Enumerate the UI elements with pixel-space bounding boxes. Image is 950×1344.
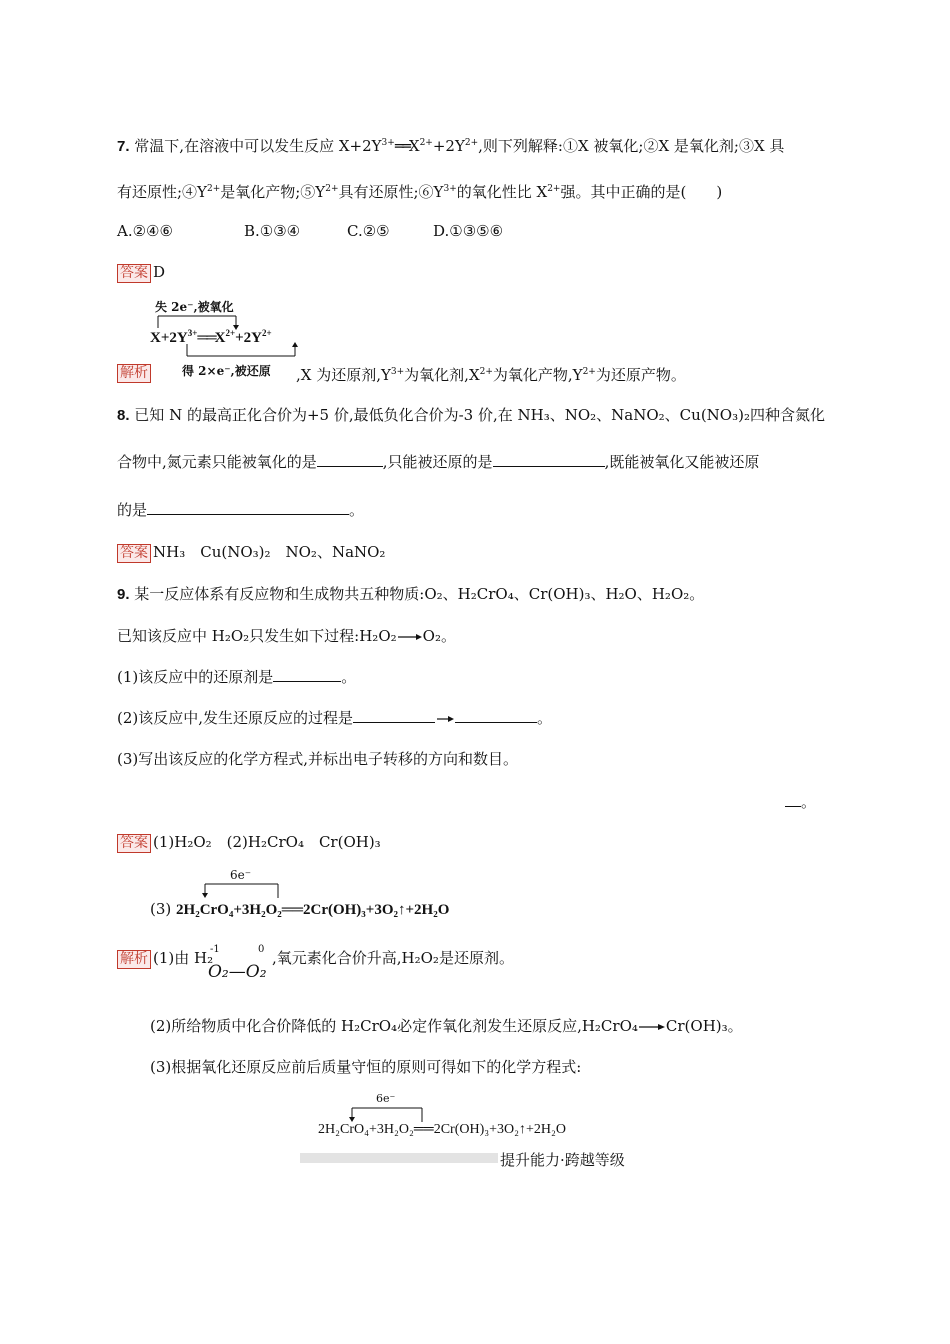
q9-analysis1-text xyxy=(272,948,514,968)
q9-blank-4[interactable] xyxy=(785,792,801,807)
q7-stem-line1 xyxy=(117,133,784,157)
diagram-eq-text: +2Y xyxy=(235,330,262,346)
q9-analysis2 xyxy=(150,1016,743,1036)
equation-text: 2H₂CrO₄+3H₂O₂══2Cr(OH)₃+3O₂↑+2H₂O xyxy=(318,1122,567,1137)
analysis-text: 为氧化剂,X xyxy=(404,366,480,384)
q7-electron-diagram xyxy=(150,298,300,378)
q9-text: 。 xyxy=(537,709,553,727)
diagram-sup: 3+ xyxy=(187,328,198,338)
q8-text: ,既能被氧化又能被还原 xyxy=(604,453,760,471)
q9-stem-line2 xyxy=(117,626,456,646)
q7-sup: 3+ xyxy=(443,184,457,194)
answer-tag: 答案 xyxy=(117,264,151,283)
q9-stem-line1 xyxy=(117,584,704,605)
q8-stem-line3 xyxy=(117,500,364,520)
diagram-equation xyxy=(150,328,272,347)
section-divider-bar xyxy=(300,1153,498,1163)
analysis-text: 为氧化产物,Y xyxy=(492,366,583,384)
q9-text: (1)该反应中的还原剂是 xyxy=(117,668,274,686)
analysis-sup: 2+ xyxy=(479,367,493,377)
analysis-text: ,氧元素化合价升高,H₂O₂是还原剂。 xyxy=(272,949,514,967)
diagram-sup: 2+ xyxy=(262,328,272,338)
q8-text: 合物中,氮元素只能被氧化的是 xyxy=(117,453,317,471)
q7-option-b[interactable]: B.①③④ xyxy=(244,222,301,240)
answer-tag: 答案 xyxy=(117,834,151,853)
q9-sub2 xyxy=(117,708,552,728)
q9-text: (3)写出该反应的化学方程式,并标出电子转移的方向和数目。 xyxy=(117,750,519,768)
q8-blank-3[interactable] xyxy=(147,500,349,515)
right-arrow-icon xyxy=(638,1022,666,1032)
analysis-tag: 解析 xyxy=(117,950,151,969)
q7-option-c[interactable]: C.②⑤ xyxy=(347,222,390,240)
q7-text: 强。其中正确的是( ) xyxy=(560,183,723,201)
analysis-sup: 2+ xyxy=(582,367,596,377)
equation-line xyxy=(150,900,449,919)
q7-sup: 3+ xyxy=(381,138,395,148)
q7-analysis xyxy=(117,362,153,383)
right-arrow-icon xyxy=(435,714,455,724)
q9-text: 。 xyxy=(801,793,817,811)
diagram-bottom-label: 得 2×e⁻,被还原 xyxy=(182,364,271,378)
q7-analysis-text xyxy=(296,362,686,385)
q9-answer xyxy=(117,832,381,853)
answer-text: D xyxy=(153,263,166,281)
q7-text: 是氧化产物;⑤Y xyxy=(220,183,326,201)
analysis-text: 为还原产物。 xyxy=(595,366,686,384)
q8-stem-line2 xyxy=(117,452,759,472)
analysis-tag: 解析 xyxy=(117,364,151,383)
q9-number: 9. xyxy=(117,586,130,603)
q7-text: 有还原性;④Y xyxy=(117,183,207,201)
q9-sub3 xyxy=(117,749,518,769)
q7-option-a[interactable]: A.②④⑥ xyxy=(117,222,173,240)
q7-text: 常温下,在溶液中可以发生反应 X+2Y xyxy=(134,137,382,155)
ox-state-label: 0 xyxy=(258,944,265,955)
q7-text: ,则下列解释:①X 被氧化;②X 是氧化剂;③X 具 xyxy=(478,137,785,155)
q8-stem-line1 xyxy=(117,405,825,426)
q8-answer xyxy=(117,542,385,563)
q7-sup: 2+ xyxy=(206,184,221,194)
double-arrow-icon: ══ xyxy=(394,137,409,155)
q7-text: X xyxy=(408,137,420,155)
q7-text: 具有还原性;⑥Y xyxy=(338,183,444,201)
oxidation-formula: O₂—O₂ xyxy=(208,962,267,982)
q9-text: O₂。 xyxy=(422,627,456,645)
diagram-eq-text: X+2Y xyxy=(150,330,188,346)
analysis-text: ,X 为还原剂,Y xyxy=(296,366,391,384)
q9-blank-3[interactable] xyxy=(455,708,537,723)
q9-text: 已知该反应中 H₂O₂只发生如下过程:H₂O₂ xyxy=(117,627,397,645)
electron-count: 6e⁻ xyxy=(230,868,252,882)
q7-sup: 2+ xyxy=(547,184,561,194)
ox-state-label: -1 xyxy=(210,944,220,955)
analysis-text: (2)所给物质中化合价降低的 H₂CrO₄必定作氧化剂发生还原反应,H₂CrO₄ xyxy=(150,1017,638,1035)
q7-answer xyxy=(117,262,165,283)
section-heading: 提升能力·跨越等级 xyxy=(500,1151,625,1169)
right-arrow-icon xyxy=(397,632,423,642)
final-equation xyxy=(318,1092,648,1142)
q7-sup: 2+ xyxy=(419,138,433,148)
q9-answer-equation xyxy=(150,866,510,926)
q9-blank-2[interactable] xyxy=(353,708,435,723)
q8-blank-1[interactable] xyxy=(317,452,383,467)
diagram-sup: 2+ xyxy=(225,328,236,338)
q8-blank-2[interactable] xyxy=(493,452,605,467)
q7-number: 7. xyxy=(117,138,130,155)
q8-text: 。 xyxy=(349,501,365,519)
answer-tag: 答案 xyxy=(117,544,151,563)
q9-text: 某一反应体系有反应物和生成物共五种物质:O₂、H₂CrO₄、Cr(OH)₃、H₂O、H₂O₂。 xyxy=(134,585,705,603)
diagram-top-label: 失 2e⁻,被氧化 xyxy=(155,300,234,314)
q9-blank-1[interactable] xyxy=(273,667,341,682)
q9-sub1 xyxy=(117,667,356,687)
q7-text: 的氧化性比 X xyxy=(456,183,548,201)
equation-text: 2H₂CrO₄+3H₂O₂══2Cr(OH)₃+3O₂↑+2H₂O xyxy=(176,902,450,918)
q8-number: 8. xyxy=(117,407,130,424)
q8-text: 的是 xyxy=(117,501,148,519)
q7-stem-line2 xyxy=(117,179,722,202)
q8-text: 已知 N 的最高正化合价为+5 价,最低负化合价为-3 价,在 NH₃、NO₂、NaNO₂、Cu(NO₃)₂四种含氮化 xyxy=(134,406,825,424)
diagram-eq-text: X xyxy=(214,330,226,346)
q7-sup: 2+ xyxy=(325,184,339,194)
answer-text: NH₃ Cu(NO₃)₂ NO₂、NaNO₂ xyxy=(153,543,386,561)
double-arrow-icon: ══ xyxy=(197,330,215,346)
q7-option-d[interactable]: D.①③⑤⑥ xyxy=(433,222,504,240)
equation-label: (3) xyxy=(150,900,172,918)
q9-analysis1 xyxy=(117,948,213,969)
oxidation-state-formula xyxy=(208,940,278,986)
q7-text: +2Y xyxy=(432,137,465,155)
q9-analysis3 xyxy=(150,1057,581,1077)
q7-sup: 2+ xyxy=(464,138,479,148)
analysis-text: Cr(OH)₃。 xyxy=(665,1017,743,1035)
q9-text: (2)该反应中,发生还原反应的过程是 xyxy=(117,709,354,727)
q9-sub3-blank-end xyxy=(785,792,816,812)
analysis-sup: 3+ xyxy=(390,367,405,377)
analysis-text: (1)由 H₂ xyxy=(153,949,214,967)
q8-text: ,只能被还原的是 xyxy=(382,453,493,471)
q9-text: 。 xyxy=(341,668,357,686)
analysis-text: (3)根据氧化还原反应前后质量守恒的原则可得如下的化学方程式: xyxy=(150,1058,582,1076)
answer-text: (1)H₂O₂ (2)H₂CrO₄ Cr(OH)₃ xyxy=(153,833,381,851)
electron-count: 6e⁻ xyxy=(376,1092,396,1105)
